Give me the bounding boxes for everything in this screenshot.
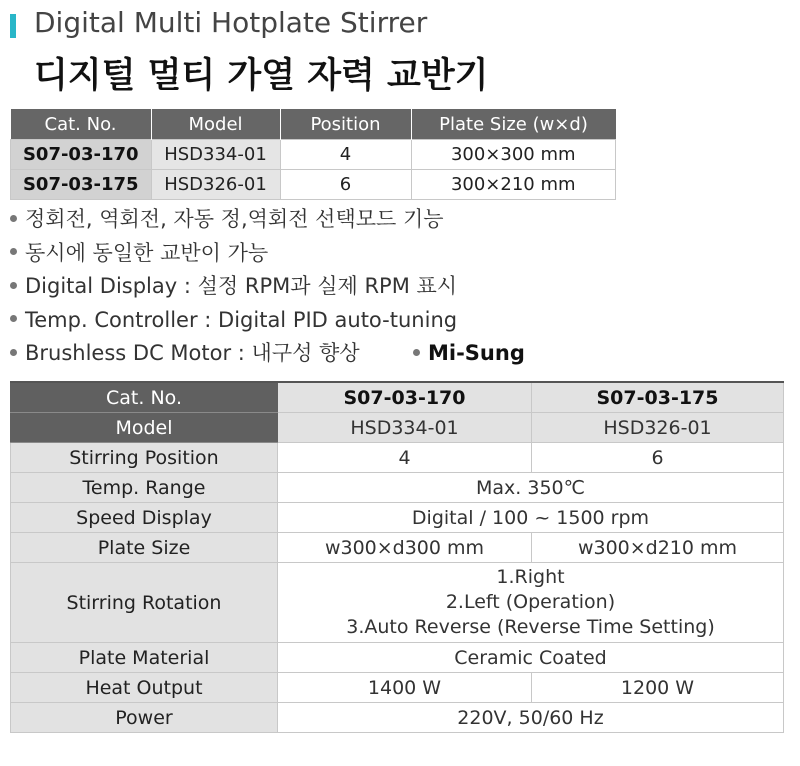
heat-output-b: 1200 W	[532, 673, 784, 703]
table-row	[11, 643, 784, 673]
feature-text: 동시에 동일한 교반이 가능	[25, 240, 269, 265]
table-row	[11, 533, 784, 563]
col-header-cat-a: S07-03-170	[278, 382, 532, 413]
list-item	[10, 203, 457, 237]
feature-text: Digital Display : 설정 RPM과 실제 RPM 표시	[25, 274, 458, 298]
bullet-icon	[10, 349, 17, 356]
table-row	[11, 170, 616, 200]
table-row	[11, 503, 784, 533]
row-label-cat-no: Cat. No.	[11, 382, 278, 413]
rotation-line: 2.Left (Operation)	[445, 591, 616, 613]
cell-model: HSD326-01	[151, 170, 280, 200]
feature-text: 정회전, 역회전, 자동 정,역회전 선택모드 기능	[25, 207, 444, 231]
row-label-temp-range: Temp. Range	[11, 473, 278, 503]
bullet-icon	[413, 349, 420, 356]
position-a: 4	[278, 443, 532, 473]
models-table	[10, 109, 616, 200]
row-label-speed-display: Speed Display	[11, 503, 278, 533]
models-table-header	[11, 109, 616, 140]
table-row	[11, 140, 616, 170]
header-model: Model	[151, 109, 280, 140]
position-b: 6	[532, 443, 784, 473]
plate-size-a: w300×d300 mm	[278, 533, 532, 563]
plate-material-value: Ceramic Coated	[278, 643, 784, 673]
col-header-cat-b: S07-03-175	[532, 382, 784, 413]
model-b: HSD326-01	[532, 413, 784, 443]
table-row	[11, 443, 784, 473]
list-item	[10, 270, 457, 304]
cell-position: 4	[280, 140, 411, 170]
list-item	[10, 304, 457, 338]
temp-range-value: Max. 350℃	[278, 473, 784, 503]
rotation-line: 1.Right	[496, 566, 565, 588]
row-label-plate-material: Plate Material	[11, 643, 278, 673]
brand-label	[413, 337, 525, 371]
rotation-line: 3.Auto Reverse (Reverse Time Setting)	[346, 616, 715, 638]
feature-text: Brushless DC Motor : 내구성 향상	[25, 341, 360, 365]
table-row	[11, 382, 784, 413]
header-position: Position	[280, 109, 411, 140]
heat-output-a: 1400 W	[278, 673, 532, 703]
row-label-power: Power	[11, 703, 278, 733]
plate-size-b: w300×d210 mm	[532, 533, 784, 563]
cell-plate-size: 300×210 mm	[411, 170, 616, 200]
cell-cat-no: S07-03-175	[11, 170, 152, 200]
table-row	[11, 473, 784, 503]
brand-text: Mi-Sung	[428, 341, 525, 365]
title-accent-bar	[10, 14, 16, 38]
table-row	[11, 413, 784, 443]
model-a: HSD334-01	[278, 413, 532, 443]
feature-list	[10, 203, 457, 371]
feature-text: Temp. Controller : Digital PID auto-tuning	[25, 307, 458, 332]
speed-display-value: Digital / 100 ~ 1500 rpm	[278, 503, 784, 533]
row-label-plate-size: Plate Size	[11, 533, 278, 563]
row-label-stirring-rotation: Stirring Rotation	[11, 563, 278, 643]
bullet-icon	[10, 215, 17, 222]
stirring-rotation-value	[278, 563, 784, 643]
page-title-korean: 디지털 멀티 가열 자력 교반기	[34, 56, 489, 96]
row-label-model: Model	[11, 413, 278, 443]
header-cat-no: Cat. No.	[11, 109, 152, 140]
table-row	[11, 673, 784, 703]
cell-cat-no: S07-03-170	[11, 140, 152, 170]
list-item	[10, 237, 457, 271]
power-value: 220V, 50/60 Hz	[278, 703, 784, 733]
cell-plate-size: 300×300 mm	[411, 140, 616, 170]
bullet-icon	[10, 315, 17, 322]
bullet-icon	[10, 282, 17, 289]
row-label-stirring-position: Stirring Position	[11, 443, 278, 473]
page-title-english: Digital Multi Hotplate Stirrer	[34, 6, 428, 39]
header-plate-size: Plate Size (w×d)	[411, 109, 616, 140]
bullet-icon	[10, 248, 17, 255]
row-label-heat-output: Heat Output	[11, 673, 278, 703]
cell-position: 6	[280, 170, 411, 200]
list-item	[10, 337, 457, 371]
table-row	[11, 703, 784, 733]
cell-model: HSD334-01	[151, 140, 280, 170]
table-row	[11, 563, 784, 643]
spec-table	[10, 381, 784, 733]
